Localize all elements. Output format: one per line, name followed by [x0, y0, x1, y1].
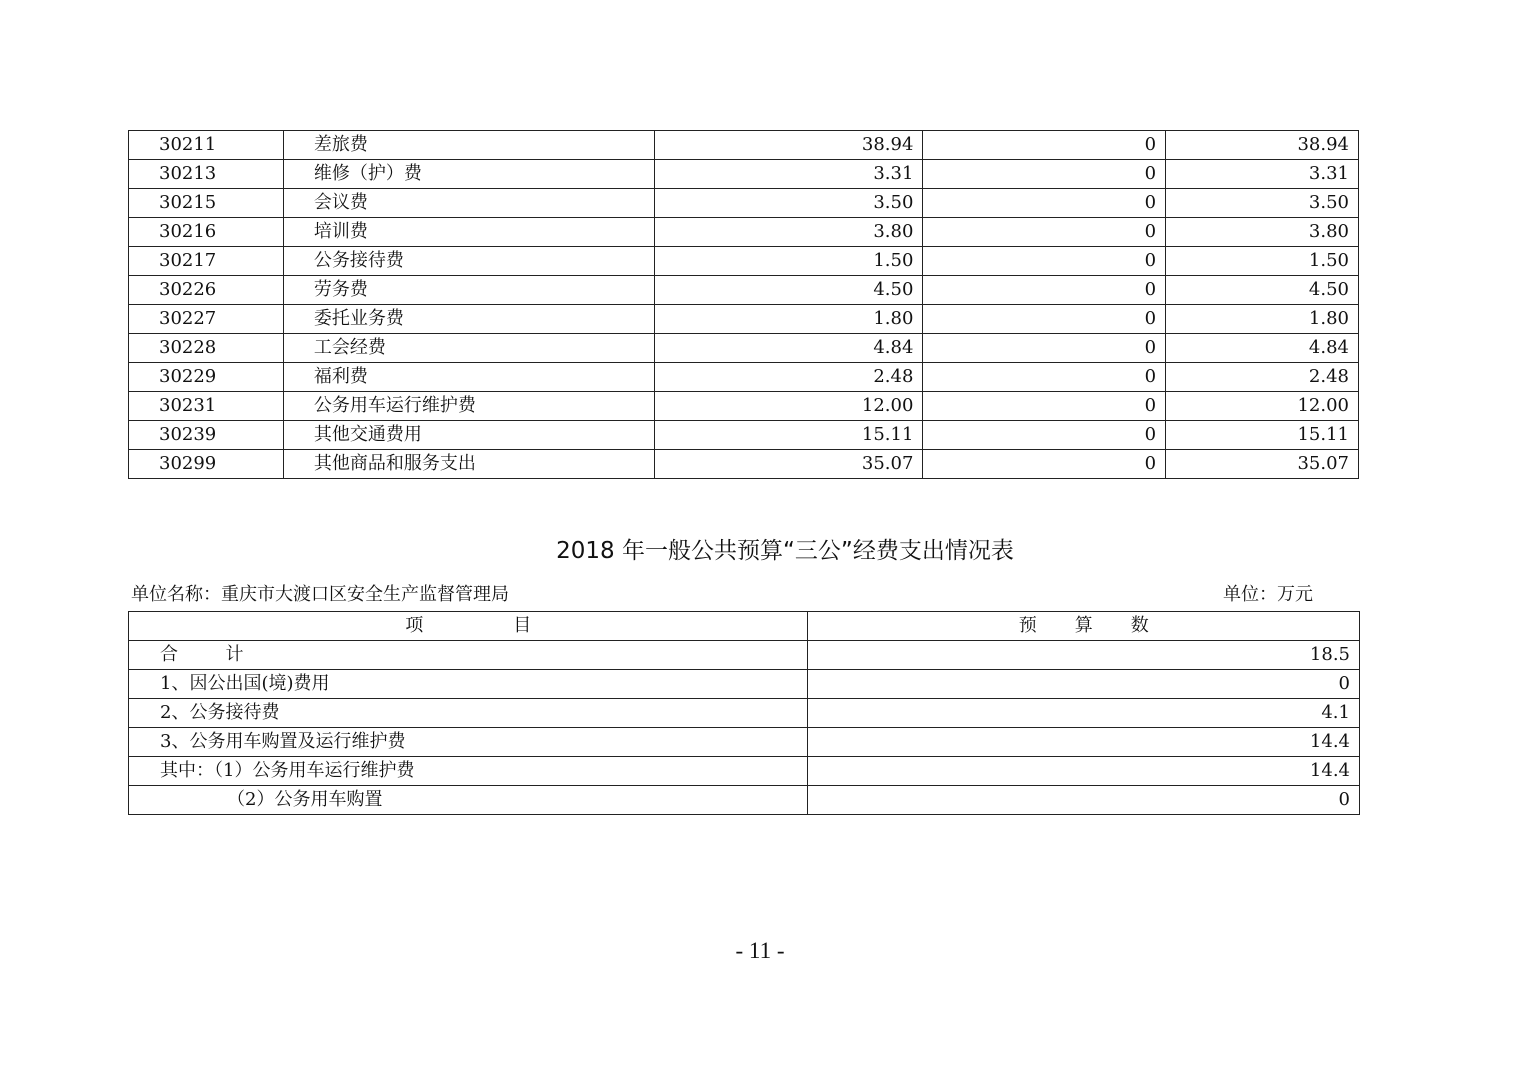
- table-row: [129, 699, 1360, 728]
- expense-col1-cell: 1.80: [654, 305, 923, 334]
- expense-col1-cell: 3.50: [654, 189, 923, 218]
- expense-col2-cell: 0: [923, 160, 1166, 189]
- expense-name-cell: 会议费: [283, 189, 654, 218]
- item-cell: 其中：（1）公务用车运行维护费: [129, 757, 808, 786]
- expense-code-cell: 30226: [129, 276, 284, 305]
- expense-name-cell: 工会经费: [283, 334, 654, 363]
- header-amount-label: 预算数: [1018, 615, 1187, 636]
- page-number: - 11 -: [735, 938, 785, 963]
- three-public-expense-table: [128, 611, 1360, 815]
- expense-name-cell: 其他商品和服务支出: [283, 450, 654, 479]
- expense-col3-cell: 3.31: [1166, 160, 1359, 189]
- header-item: [129, 612, 808, 641]
- table-row: [129, 305, 1359, 334]
- expense-col2-cell: 0: [923, 218, 1166, 247]
- expense-col3-cell: 1.80: [1166, 305, 1359, 334]
- item-cell: （2）公务用车购置: [129, 786, 808, 815]
- expense-col2-cell: 0: [923, 189, 1166, 218]
- table-row: [129, 189, 1359, 218]
- table-row: [129, 786, 1360, 815]
- expense-col2-cell: 0: [923, 305, 1166, 334]
- expense-col2-cell: 0: [923, 421, 1166, 450]
- expense-code-cell: 30211: [129, 131, 284, 160]
- expense-name-cell: 福利费: [283, 363, 654, 392]
- expense-code-cell: 30216: [129, 218, 284, 247]
- expense-col1-cell: 3.31: [654, 160, 923, 189]
- expense-col2-cell: 0: [923, 363, 1166, 392]
- expense-code-cell: 30227: [129, 305, 284, 334]
- item-cell: 1、因公出国(境)费用: [129, 670, 808, 699]
- item-cell: 3、公务用车购置及运行维护费: [129, 728, 808, 757]
- amount-cell: 4.1: [808, 699, 1360, 728]
- table-row: [129, 276, 1359, 305]
- expense-detail-body: [129, 131, 1359, 479]
- expense-col2-cell: 0: [923, 334, 1166, 363]
- table-row: [129, 334, 1359, 363]
- item-cell: 2、公务接待费: [129, 699, 808, 728]
- expense-col3-cell: 2.48: [1166, 363, 1359, 392]
- header-item-label: 项目: [405, 615, 622, 636]
- table-row: [129, 641, 1360, 670]
- expense-col2-cell: 0: [923, 131, 1166, 160]
- table-row: [129, 670, 1360, 699]
- table-row: [129, 131, 1359, 160]
- expense-col1-cell: 4.84: [654, 334, 923, 363]
- section-title: 2018 年一般公共预算“三公”经费支出情况表: [556, 538, 1014, 564]
- expense-code-cell: 30217: [129, 247, 284, 276]
- expense-code-cell: 30213: [129, 160, 284, 189]
- expense-col1-cell: 38.94: [654, 131, 923, 160]
- expense-col2-cell: 0: [923, 450, 1166, 479]
- expense-col1-cell: 4.50: [654, 276, 923, 305]
- expense-code-cell: 30239: [129, 421, 284, 450]
- expense-col1-cell: 12.00: [654, 392, 923, 421]
- table-row: [129, 160, 1359, 189]
- expense-col3-cell: 1.50: [1166, 247, 1359, 276]
- expense-code-cell: 30299: [129, 450, 284, 479]
- expense-detail-table: [128, 130, 1359, 479]
- expense-col3-cell: 35.07: [1166, 450, 1359, 479]
- table-row: [129, 757, 1360, 786]
- unit-name: 单位名称：重庆市大渡口区安全生产监督管理局: [131, 584, 509, 605]
- expense-col1-cell: 3.80: [654, 218, 923, 247]
- table-row: [129, 450, 1359, 479]
- table-row: [129, 218, 1359, 247]
- expense-code-cell: 30229: [129, 363, 284, 392]
- expense-name-cell: 培训费: [283, 218, 654, 247]
- expense-col3-cell: 4.50: [1166, 276, 1359, 305]
- header-amount: [808, 612, 1360, 641]
- expense-name-cell: 维修（护）费: [283, 160, 654, 189]
- expense-code-cell: 30215: [129, 189, 284, 218]
- expense-code-cell: 30228: [129, 334, 284, 363]
- item-cell: 合 计: [129, 641, 808, 670]
- expense-name-cell: 差旅费: [283, 131, 654, 160]
- table-row: [129, 247, 1359, 276]
- amount-cell: 0: [808, 786, 1360, 815]
- table-header-row: [129, 612, 1360, 641]
- expense-name-cell: 其他交通费用: [283, 421, 654, 450]
- expense-code-cell: 30231: [129, 392, 284, 421]
- expense-name-cell: 公务接待费: [283, 247, 654, 276]
- expense-name-cell: 委托业务费: [283, 305, 654, 334]
- expense-name-cell: 劳务费: [283, 276, 654, 305]
- expense-name-cell: 公务用车运行维护费: [283, 392, 654, 421]
- table-row: [129, 728, 1360, 757]
- expense-col1-cell: 2.48: [654, 363, 923, 392]
- amount-cell: 0: [808, 670, 1360, 699]
- expense-col2-cell: 0: [923, 276, 1166, 305]
- expense-col3-cell: 12.00: [1166, 392, 1359, 421]
- expense-col1-cell: 35.07: [654, 450, 923, 479]
- expense-col3-cell: 4.84: [1166, 334, 1359, 363]
- amount-cell: 14.4: [808, 757, 1360, 786]
- expense-col3-cell: 38.94: [1166, 131, 1359, 160]
- expense-col3-cell: 15.11: [1166, 421, 1359, 450]
- expense-col1-cell: 15.11: [654, 421, 923, 450]
- expense-col3-cell: 3.50: [1166, 189, 1359, 218]
- expense-col2-cell: 0: [923, 247, 1166, 276]
- table-row: [129, 392, 1359, 421]
- unit-label: 单位：万元: [1223, 584, 1313, 605]
- amount-cell: 18.5: [808, 641, 1360, 670]
- table-row: [129, 421, 1359, 450]
- expense-col1-cell: 1.50: [654, 247, 923, 276]
- expense-col2-cell: 0: [923, 392, 1166, 421]
- expense-col3-cell: 3.80: [1166, 218, 1359, 247]
- table-row: [129, 363, 1359, 392]
- amount-cell: 14.4: [808, 728, 1360, 757]
- three-public-expense-body: [129, 612, 1360, 815]
